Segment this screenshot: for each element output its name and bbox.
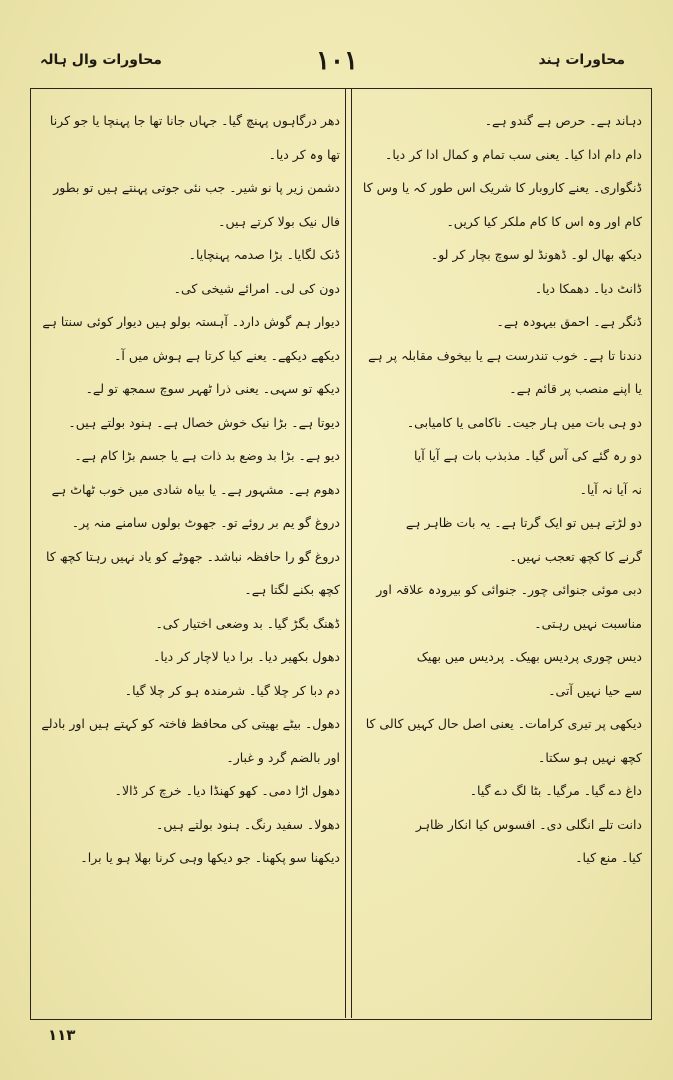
text-line: دبی موئی جنوائی چور۔ جنوائی کو بیرودہ علاقہ اور xyxy=(376,582,642,597)
column-divider xyxy=(345,88,346,1018)
text-line: دیکھ تو سہی۔ یعنی ذرا ٹھہر سوچ سمجھ تو لے۔ xyxy=(85,381,340,396)
footer-page-number: ۱۱۳ xyxy=(48,1026,76,1044)
text-line: ڈھنگ بگڑ گیا۔ بد وضعی اختیار کی۔ xyxy=(155,615,340,631)
text-line: دیس چوری پردیس بھیک۔ پردیس میں بھیک xyxy=(416,649,642,664)
running-head-left: محاورات وال ہالہ xyxy=(40,52,162,68)
text-line: تھا وہ کر دیا۔ xyxy=(268,146,340,162)
text-line: دہاند ہے۔ حرص ہے گندو ہے۔ xyxy=(484,113,642,128)
text-line: کچھ بکنے لگتا ہے۔ xyxy=(244,582,340,597)
text-line: دھولا۔ سفید رنگ۔ ہنود بولتے ہیں۔ xyxy=(156,816,340,832)
text-line: اور بالضم گرد و غبار۔ xyxy=(226,749,340,765)
text-line: دون کی لی۔ امرائے شیخی کی۔ xyxy=(173,280,340,296)
text-line: دم دبا کر چلا گیا۔ شرمندہ ہو کر چلا گیا۔ xyxy=(124,682,340,698)
text-line: کچھ نہیں ہو سکتا۔ xyxy=(538,749,642,765)
text-line: مناسبت نہیں رہتی۔ xyxy=(534,615,642,631)
text-line: نہ آیا نہ آیا۔ xyxy=(579,481,642,497)
text-line: دام دام ادا کیا۔ یعنی سب تمام و کمال ادا کر دیا۔ xyxy=(385,146,642,162)
page-number: ۱۰۱ xyxy=(316,46,358,76)
text-line: دندنا تا ہے۔ خوب تندرست ہے یا بیخوف مقابلہ پر ہے xyxy=(368,347,642,363)
text-line: دیو ہے۔ بڑا بد وضع بد ذات ہے یا جسم بڑا کام ہے۔ xyxy=(74,448,340,463)
text-line: دشمن زیر پا نو شیر۔ جب نئی جوتی پہنتے ہیں تو بطور xyxy=(53,180,340,195)
text-line: دروغ گو را حافظہ نباشد۔ جھوٹے کو یاد نہیں رہتا کچھ کا xyxy=(46,548,340,564)
text-line: گرنے کا کچھ تعجب نہیں۔ xyxy=(509,548,642,564)
text-line: دانت تلے انگلی دی۔ افسوس کیا انکار ظاہر xyxy=(415,816,642,832)
right-column xyxy=(356,104,642,1004)
running-head-right: محاورات ہند xyxy=(538,52,625,68)
text-line: دو رہ گئے کی آس گیا۔ مذبذب بات ہے آیا آیا xyxy=(414,448,642,463)
text-line: دیکھنا سو پکھنا۔ جو دیکھا وہی کرنا بھلا ہو یا برا۔ xyxy=(80,850,340,865)
text-line: سے حیا نہیں آتی۔ xyxy=(548,682,642,698)
text-line: دیکھ بھال لو۔ ڈھونڈ لو سوچ بچار کر لو۔ xyxy=(430,247,642,262)
text-line: دھر درگاہوں پہنچ گیا۔ جہاں جانا تھا جا پہنچا یا جو کرنا xyxy=(49,113,340,128)
text-line: دو ہی بات میں ہار جیت۔ ناکامی یا کامیابی۔ xyxy=(406,414,642,430)
text-line: کام اور وہ اس کا کام ملکر کیا کریں۔ xyxy=(446,213,642,229)
text-line: دیوتا ہے۔ بڑا نیک خوش خصال ہے۔ ہنود بولتے ہیں۔ xyxy=(68,414,340,430)
text-line: دھول اڑا دمی۔ کھو کھنڈا دیا۔ خرچ کر ڈالا۔ xyxy=(114,783,340,798)
text-line: داغ دے گیا۔ مرگیا۔ بٹا لگ دے گیا۔ xyxy=(469,783,642,798)
text-line: فال نیک بولا کرتے ہیں۔ xyxy=(218,213,340,229)
text-line: دیکھے دیکھے۔ یعنے کیا کرتا ہے ہوش میں آ۔ xyxy=(114,347,340,363)
text-line: دو لڑتے ہیں تو ایک گرتا ہے۔ یہ بات ظاہر ہے xyxy=(405,515,642,530)
text-line: ڈنگر ہے۔ احمق بیہودہ ہے۔ xyxy=(496,314,642,329)
text-line: دیوار ہم گوش دارد۔ آہستہ بولو ہیں دیوار کوئی سنتا ہے xyxy=(42,314,340,329)
text-line: یا اپنے منصب پر قائم ہے۔ xyxy=(509,381,642,396)
text-line: ڈنک لگایا۔ بڑا صدمہ پہنچایا۔ xyxy=(188,247,340,262)
text-line: دھول بکھیر دیا۔ برا دیا لاچار کر دیا۔ xyxy=(153,649,340,664)
text-line: کیا۔ منع کیا۔ xyxy=(575,850,642,865)
text-line: دروغ گو یم بر روئے تو۔ جھوٹ بولوں سامنے منہ پر۔ xyxy=(71,515,340,530)
text-line: ڈانٹ دیا۔ دھمکا دیا۔ xyxy=(534,280,642,296)
text-line: دیکھی پر تیری کرامات۔ یعنی اصل حال کہیں کالی کا xyxy=(365,716,642,731)
text-line: دھوم ہے۔ مشہور ہے۔ یا بیاہ شادی میں خوب ٹھاٹ ہے xyxy=(51,481,340,497)
text-line: ڈنگواری۔ یعنے کاروبار کا شریک اس طور کہ یا وس کا xyxy=(362,180,642,195)
left-column xyxy=(40,104,340,1004)
column-divider-inner xyxy=(351,88,352,1018)
text-line: دھول۔ بیٹے بھیتی کی محافظ فاختہ کو کہتے ہیں اور بادلے xyxy=(41,716,340,731)
